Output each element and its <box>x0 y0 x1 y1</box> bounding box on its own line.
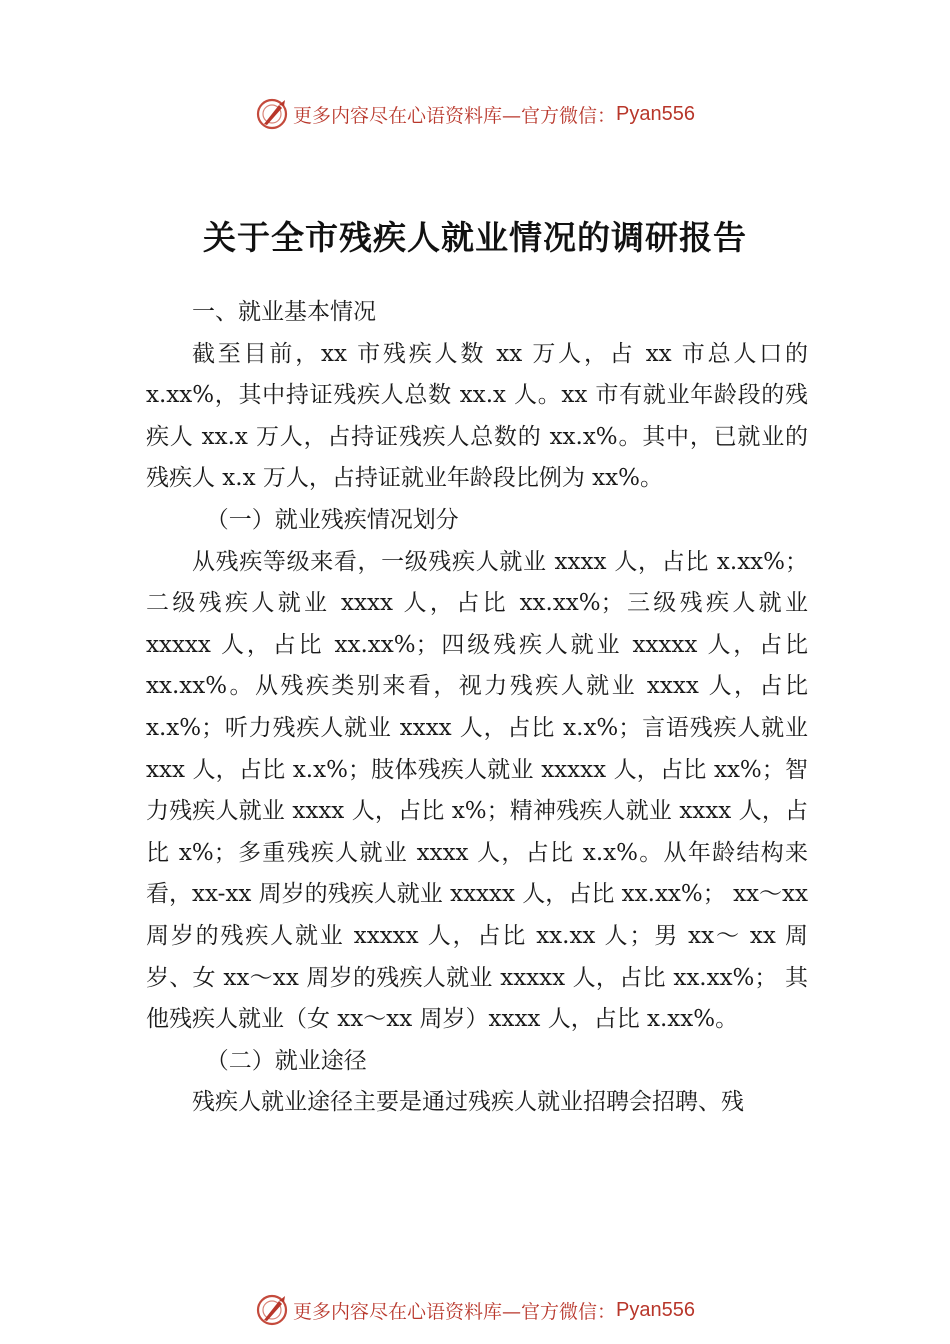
watermark-wechat-id: Pyan556 <box>616 1298 695 1321</box>
paragraph: 从残疾等级来看，一级残疾人就业 xxxx 人，占比 x.xx%；二级残疾人就业 xxxx 人，占比 xx.xx%；三级残疾人就业 xxxxx 人，占比 xx.xx%；四级残疾人就业 xxxxx 人，占比 xx.xx%。从残疾类别来看，视力残疾人就业 xxxx 人，占比 x.x%；听力残疾人就业 xxxx 人，占比 x.x%；言语残疾人就业 xxx 人，占比 x.x%；肢体残疾人就业 xxxxx 人，占比 xx%；智力残疾人就业 xxxx 人，占比 x%；精神残疾人就业 xxxx 人，占比 x%；多重残疾人就业 xxxx 人，占比 x.x%。从年龄结构来看，xx-xx 周岁的残疾人就业 xxxxx 人，占比 xx.xx%； xx～xx 周岁的残疾人就业 xxxxx 人，占比 xx.xx 人；男 xx～ xx 周岁、女 xx～xx 周岁的残疾人就业 xxxxx 人，占比 xx.xx%； 其他残疾人就业（女 xx～xx 周岁）xxxx 人，占比 x.xx%。 <box>146 548 808 1033</box>
quill-logo-icon <box>255 1293 289 1327</box>
document-title: 关于全市残疾人就业情况的调研报告 <box>203 218 747 258</box>
watermark-wechat-id: Pyan556 <box>616 102 695 125</box>
subsection-heading: （二）就业途径 <box>205 1047 367 1074</box>
bottom-watermark-banner <box>0 1290 950 1330</box>
watermark-text: 更多内容尽在心语资料库—官方微信： <box>293 104 617 127</box>
subsection-heading: （一）就业残疾情况划分 <box>205 506 459 533</box>
top-watermark-banner <box>0 94 950 134</box>
paragraph: 截至目前，xx 市残疾人数 xx 万人，占 xx 市总人口的 x.xx%，其中持证残疾人总数 xx.x 人。xx 市有就业年龄段的残疾人 xx.x 万人，占持证残疾人总数的 xx.x%。其中，已就业的残疾人 x.x 万人，占持证就业年龄段比例为 xx%。 <box>146 340 808 492</box>
paragraph: 残疾人就业途径主要是通过残疾人就业招聘会招聘、残 <box>192 1089 744 1116</box>
quill-logo-icon <box>255 97 289 131</box>
document-body <box>146 292 808 1124</box>
section-heading: 一、就业基本情况 <box>192 299 376 325</box>
watermark-text: 更多内容尽在心语资料库—官方微信： <box>293 1300 617 1323</box>
